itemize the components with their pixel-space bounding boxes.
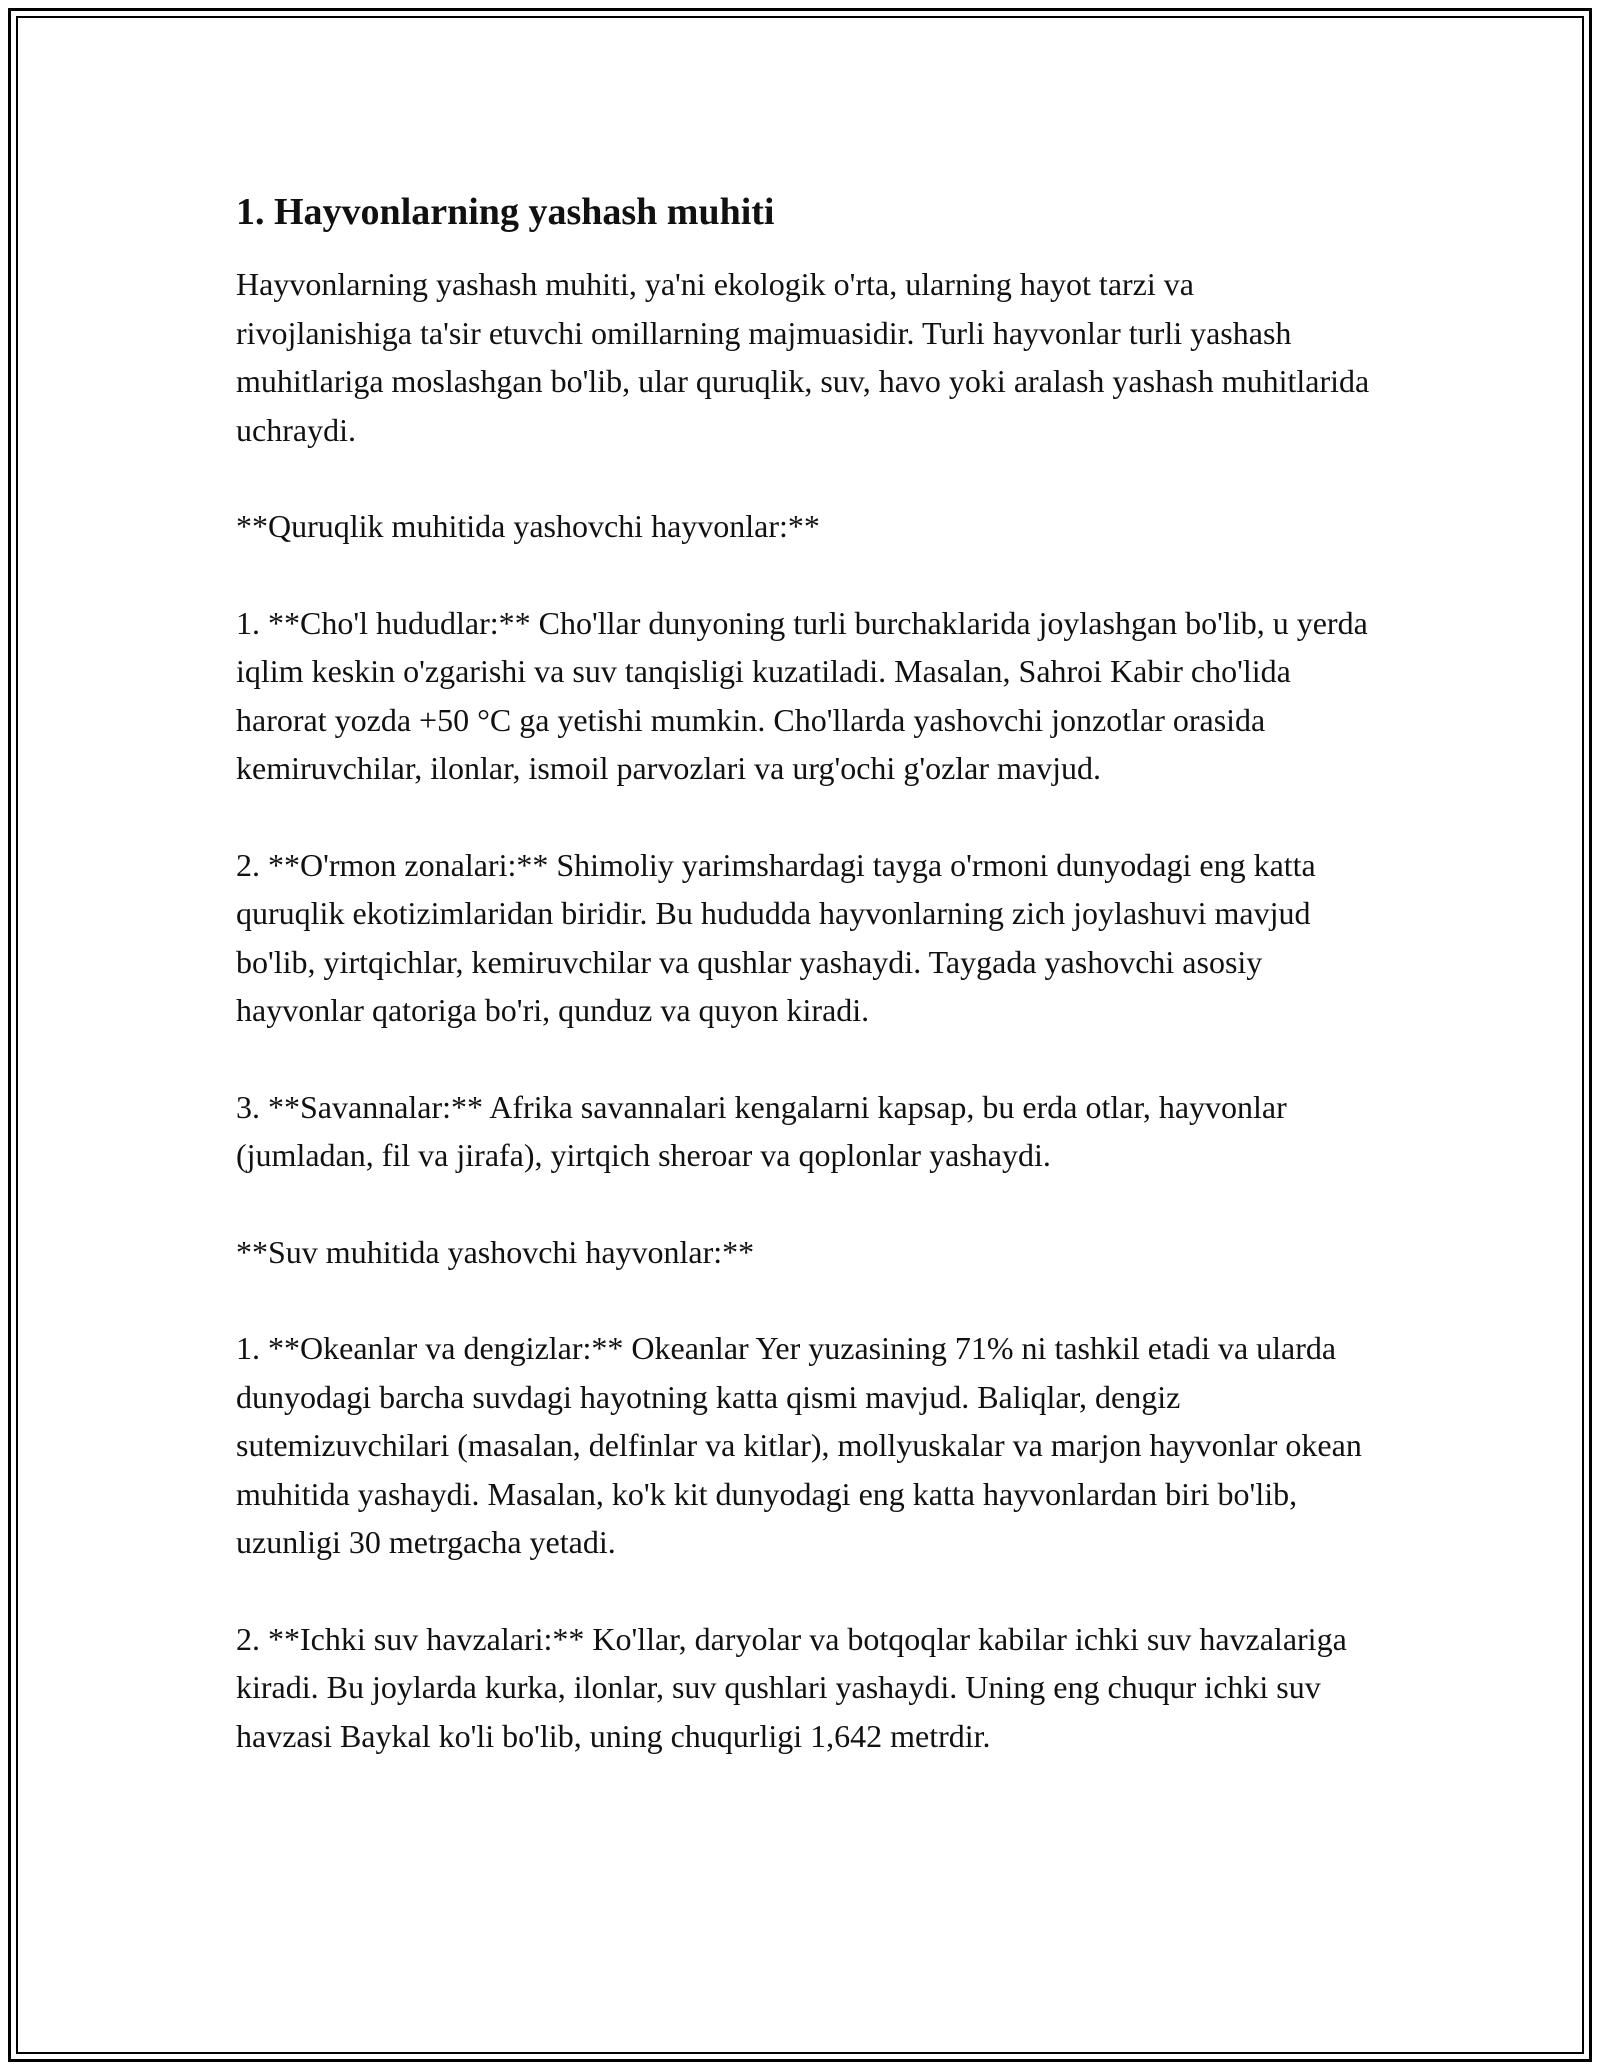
paragraph-oceans: 1. **Okeanlar va dengizlar:** Okeanlar Yer yuzasining 71% ni tashkil etadi va ularda dunyodagi barcha suvdagi hayotning katta qismi mavjud. Baliqlar, dengiz sutemizuvchilari (masalan, delfinlar va kitlar), mollyuskalar va marjon hayvonlar okean muhitida yashaydi. Masalan, ko'k kit dunyodagi eng katta hayvonlardan biri bo'lib, uzunligi 30 metrgacha yetadi. (236, 1330, 1362, 1560)
paragraph-savannas: 3. **Savannalar:** Afrika savannalari kengalarni kapsap, bu erda otlar, hayvonlar (jumladan, fil va jirafa), yirtqich sheroar va qoplonlar yashaydi. (236, 1088, 1287, 1173)
paragraph-forests: 2. **O'rmon zonalari:** Shimoliy yarimshardagi tayga o'rmoni dunyodagi eng katta quruqlik ekotizimlaridan biridir. Bu hududda hayvonlarning zich joylashuvi mavjud bo'lib, yirtqichlar, kemiruvchilar va qushlar yashaydi. Taygada yashovchi asosiy hayvonlar qatoriga bo'ri, qunduz va quyon kiradi. (236, 846, 1316, 1028)
intro-paragraph: Hayvonlarning yashash muhiti, ya'ni ekologik o'rta, ularning hayot tarzi va rivojlanishiga ta'sir etuvchi omillarning majmuasidir. Turli hayvonlar turli yashash muhitlariga moslashgan bo'lib, ular quruqlik, suv, havo yoki aralash yashash muhitlarida uchraydi. (236, 266, 1370, 448)
section-heading: 1. Hayvonlarning yashash muhiti (236, 191, 775, 233)
paragraph-deserts: 1. **Cho'l hududlar:** Cho'llar dunyoning turli burchaklarida joylashgan bo'lib, u yerda iqlim keskin o'zgarishi va suv tanqisligi kuzatiladi. Masalan, Sahroi Kabir cho'lida harorat yozda +50 °C ga yetishi mumkin. Cho'llarda yashovchi jonzotlar orasida kemiruvchilar, ilonlar, ismoil parvozlari va urg'ochi g'ozlar mavjud. (236, 604, 1368, 786)
document-body (236, 188, 1376, 1808)
subheading-land-animals: **Quruqlik muhitida yashovchi hayvonlar:** (236, 508, 820, 544)
subheading-water-animals: **Suv muhitida yashovchi hayvonlar:** (236, 1233, 755, 1270)
paragraph-inland-waters: 2. **Ichki suv havzalari:** Ko'llar, daryolar va botqoqlar kabilar ichki suv havzalariga kiradi. Bu joylarda kurka, ilonlar, suv qushlari yashaydi. Uning eng chuqur ichki suv havzasi Baykal ko'li bo'lib, uning chuqurligi 1,642 metrdir. (236, 1620, 1347, 1754)
